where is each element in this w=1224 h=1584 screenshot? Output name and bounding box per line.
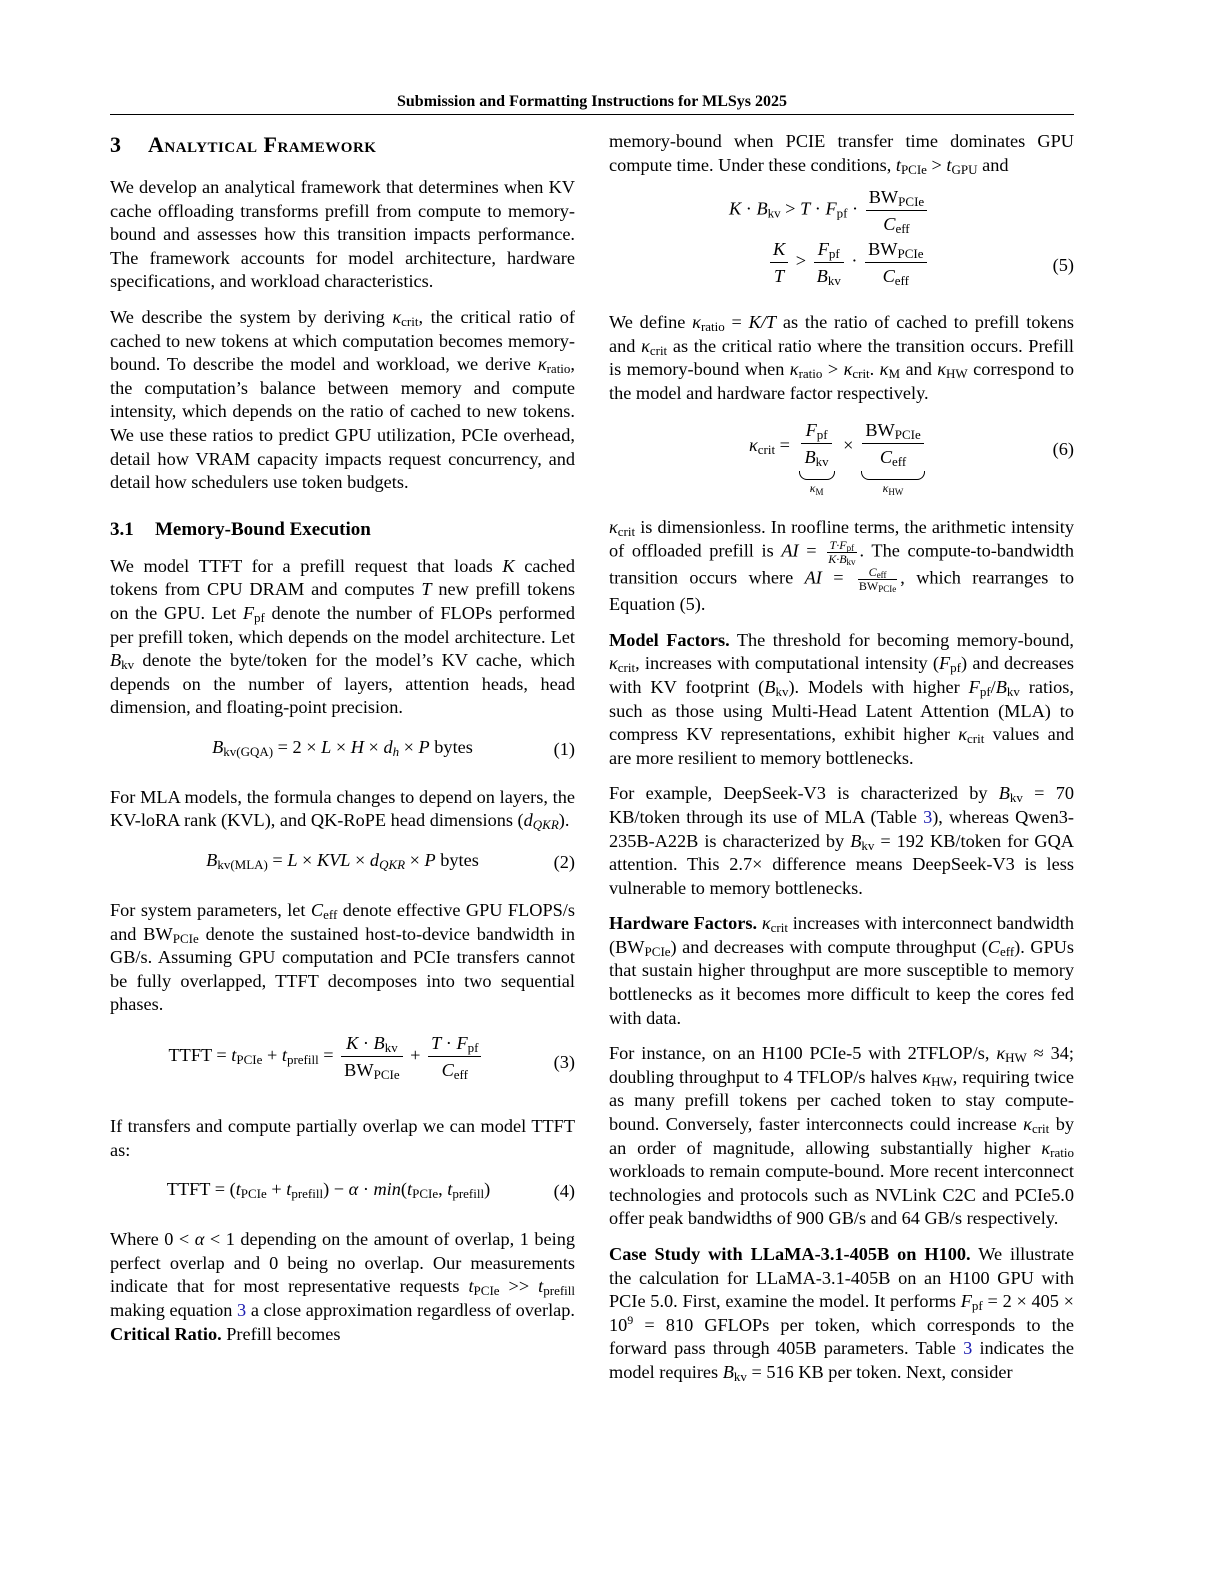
paragraph-roofline: $\kappa_{crit}$ is dimensionless. In roofline terms, the arithmetic intensity of offloaded prefill is AI = $\frac{T\cdot F_{pf}}{K\cdot B_{kv}}$ . The compute-to-bandwidth transition occurs where AI = $\frac{C_{eff}}{BW_{PCIe}}$ , which rearranges to Equation (5). bbox=[609, 516, 1074, 615]
paragraph-memory-bound: memory-bound when PCIE transfer time dominates GPU compute time. Under these conditions, $t_{PCIe} > t_{GPU}$ and bbox=[609, 131, 1074, 177]
equation-number: (5) bbox=[1052, 255, 1074, 276]
paragraph-kappa: We describe the system by deriving $\kappa_{crit}$, the critical ratio of cached to new tokens at which computation becomes memory-bound. To describe the model and workload, we derive $\kappa_{ratio}$, the computation’s balance between memory and compute intensity, which depends on the ratio of cached to new tokens. We use these ratios to predict GPU utilization, PCIe overhead, detail how VRAM capacity impacts request concurrency, and detail how schedulers use token budgets. bbox=[110, 306, 575, 493]
paragraph-example: For example, DeepSeek-V3 is characterized by $B_{kv} = 70$ KB/token through its use of MLA (Table 3), whereas Qwen3-235B-A22B is characterized by $B_{kv} = 192$ KB/token for GQA attention. This 2.7× difference means DeepSeek-V3 is less vulnerable to memory bottlenecks. bbox=[609, 783, 1074, 898]
paragraph-hardware-factors: Hardware Factors. $\kappa_{crit}$ increases with interconnect bandwidth $(BW_{PCIe})$ and decreases with compute throughput $(C_{eff})$. GPUs that sustain higher throughput are more susceptible to memory bottlenecks as it becomes more difficult to keep the cores fed with data. bbox=[609, 913, 1075, 1028]
paragraph-intro: We develop an analytical framework that determines when KV cache offloading transforms prefill from compute to memory-bound and assesses how this transition impacts performance. The framework accounts for model architecture, hardware specifications, and workload characteristics. bbox=[110, 177, 575, 292]
left-column bbox=[110, 130, 575, 1358]
section-number: 3 bbox=[110, 132, 121, 157]
equation-number: (4) bbox=[553, 1181, 575, 1202]
equation-number: (2) bbox=[553, 852, 575, 873]
running-header: Submission and Formatting Instructions for MLSys 2025 bbox=[397, 93, 787, 110]
section-title: Analytical Framework bbox=[148, 132, 377, 157]
section-heading bbox=[110, 130, 575, 160]
paragraph-define-ratio: We define $\kappa_{ratio} = K/T$ as the ratio of cached to prefill tokens and $\kappa_{crit}$ as the critical ratio where the transition occurs. Prefill is memory-bound when $\kappa_{ratio} > \kappa_{crit}$. $\kappa_M$ and $\kappa_{HW}$ correspond to the model and hardware factor respectively. bbox=[609, 312, 1075, 403]
paragraph-overlap: If transfers and compute partially overlap we can model TTFT as: bbox=[110, 1116, 575, 1160]
equation-3: TTFT = $t_{PCIe} + t_{prefill}$ = $\frac{K \cdot B_{kv}}{BW_{PCIe}}$ + $\frac{T \cdot F_{pf}}{C_{eff}}$ (3) bbox=[168, 1033, 575, 1083]
equation-6: $\kappa_{crit}$ = $\frac{F_{pf}}{B_{kv}}$ $\kappa_M$ × $\frac{BW_{PCIe}}{C_{eff}}$ $\kappa_{HW}$ (6) bbox=[749, 419, 1074, 497]
header-rule bbox=[110, 114, 1074, 115]
equation-5: $K \cdot B_{kv} > T \cdot F_{pf}$ · $\frac{BW_{PCIe}}{C_{eff}}$ $\frac{K}{T}$ > $\frac{F_{pf}}{B_{kv}}$ · $\frac{BW_{PCIe}}{C_{eff}}$ (5) bbox=[729, 187, 1074, 289]
equation-number: (1) bbox=[553, 738, 575, 759]
paragraph-instance: For instance, on an H100 PCIe-5 with 2TFLOP/s, $\kappa_{HW} \approx 34$; doubling throughput to 4 TFLOP/s halves $\kappa_{HW}$, requiring twice as many prefill tokens per cached token to stay compute-bound. Conversely, faster interconnects could increase $\kappa_{crit}$ by an order of magnitude, allowing substantially higher $\kappa_{ratio}$ workloads to remain compute-bound. More recent interconnect technologies and protocols such as NVLink C2C and PCIe5.0 offer peak bandwidths of 900 GB/s and 64 GB/s respectively. bbox=[609, 1043, 1075, 1229]
paragraph-case-study: Case Study with LLaMA-3.1-405B on H100. We illustrate the calculation for LLaMA-3.1-405B on an H100 GPU with PCIe 5.0. First, examine the model. It performs $F_{pf} = 2 \times 405 \times 10^9 = 810$ GFLOPs per token, which corresponds to the forward pass through 405B parameters. Table 3 indicates the model requires $B_{kv} = 516$ KB per token. Next, consider bbox=[609, 1244, 1075, 1384]
equation-ref-link[interactable]: 3 bbox=[237, 1300, 247, 1320]
paragraph-ttft-model: We model TTFT for a prefill request that loads K cached tokens from CPU DRAM and computes T new prefill tokens on the GPU. Let $F_{pf}$ denote the number of FLOPs performed per prefill token, which depends on the model architecture. Let $B_{kv}$ denote the byte/token for the model’s KV cache, which depends on the number of layers, attention heads, head dimension, and floating-point precision. bbox=[110, 555, 575, 718]
subsection-heading: 3.1 Memory-Bound Execution bbox=[110, 518, 371, 540]
equation-1: $B_{kv(GQA)} = 2 \times L \times H \times d_h \times P$ bytes (1) bbox=[110, 734, 575, 764]
paragraph-system-params: For system parameters, let $C_{eff}$ denote effective GPU FLOPS/s and $BW_{PCIe}$ denote the sustained host-to-device bandwidth in GB/s. Assuming GPU computation and PCIe transfers cannot be fully overlapped, TTFT decomposes into two sequential phases. bbox=[110, 900, 575, 1015]
equation-4: TTFT = $(t_{PCIe} + t_{prefill}) - \alpha \cdot \min(t_{PCIe}$, $t_{prefill}$) (4) bbox=[110, 1176, 575, 1206]
equation-number: (3) bbox=[553, 1052, 575, 1073]
equation-number: (6) bbox=[1052, 438, 1074, 459]
paragraph-alpha: Where 0 < α < 1 depending on the amount of overlap, 1 being perfect overlap and 0 being no overlap. Our measurements indicate that for most representative requests $t_{PCIe} >> t_{prefill}$ making equation 3 a close approximation regardless of overlap. Critical Ratio. Prefill becomes bbox=[110, 1229, 575, 1344]
equation-2: $B_{kv(MLA)} = L$ × KVL × $d_{QKR} \times P$ bytes (2) bbox=[110, 847, 575, 877]
right-column bbox=[609, 130, 1074, 1397]
paragraph-mla: For MLA models, the formula changes to depend on layers, the KV-loRA rank (KVL), and QK-RoPE head dimensions $(d_{QKR})$. bbox=[110, 786, 575, 833]
table-ref-link[interactable]: 3 bbox=[923, 806, 933, 827]
table-ref-link[interactable]: 3 bbox=[963, 1338, 973, 1359]
paragraph-model-factors: Model Factors. The threshold for becoming memory-bound, $\kappa_{crit}$, increases with computational intensity $(F_{pf})$ and decreases with KV footprint $(B_{kv})$. Models with higher $F_{pf}/B_{kv}$ ratios, such as those using Multi-Head Latent Attention (MLA) to compress KV representations, exhibit higher $\kappa_{crit}$ values and are more resilient to memory bottlenecks. bbox=[609, 629, 1074, 768]
